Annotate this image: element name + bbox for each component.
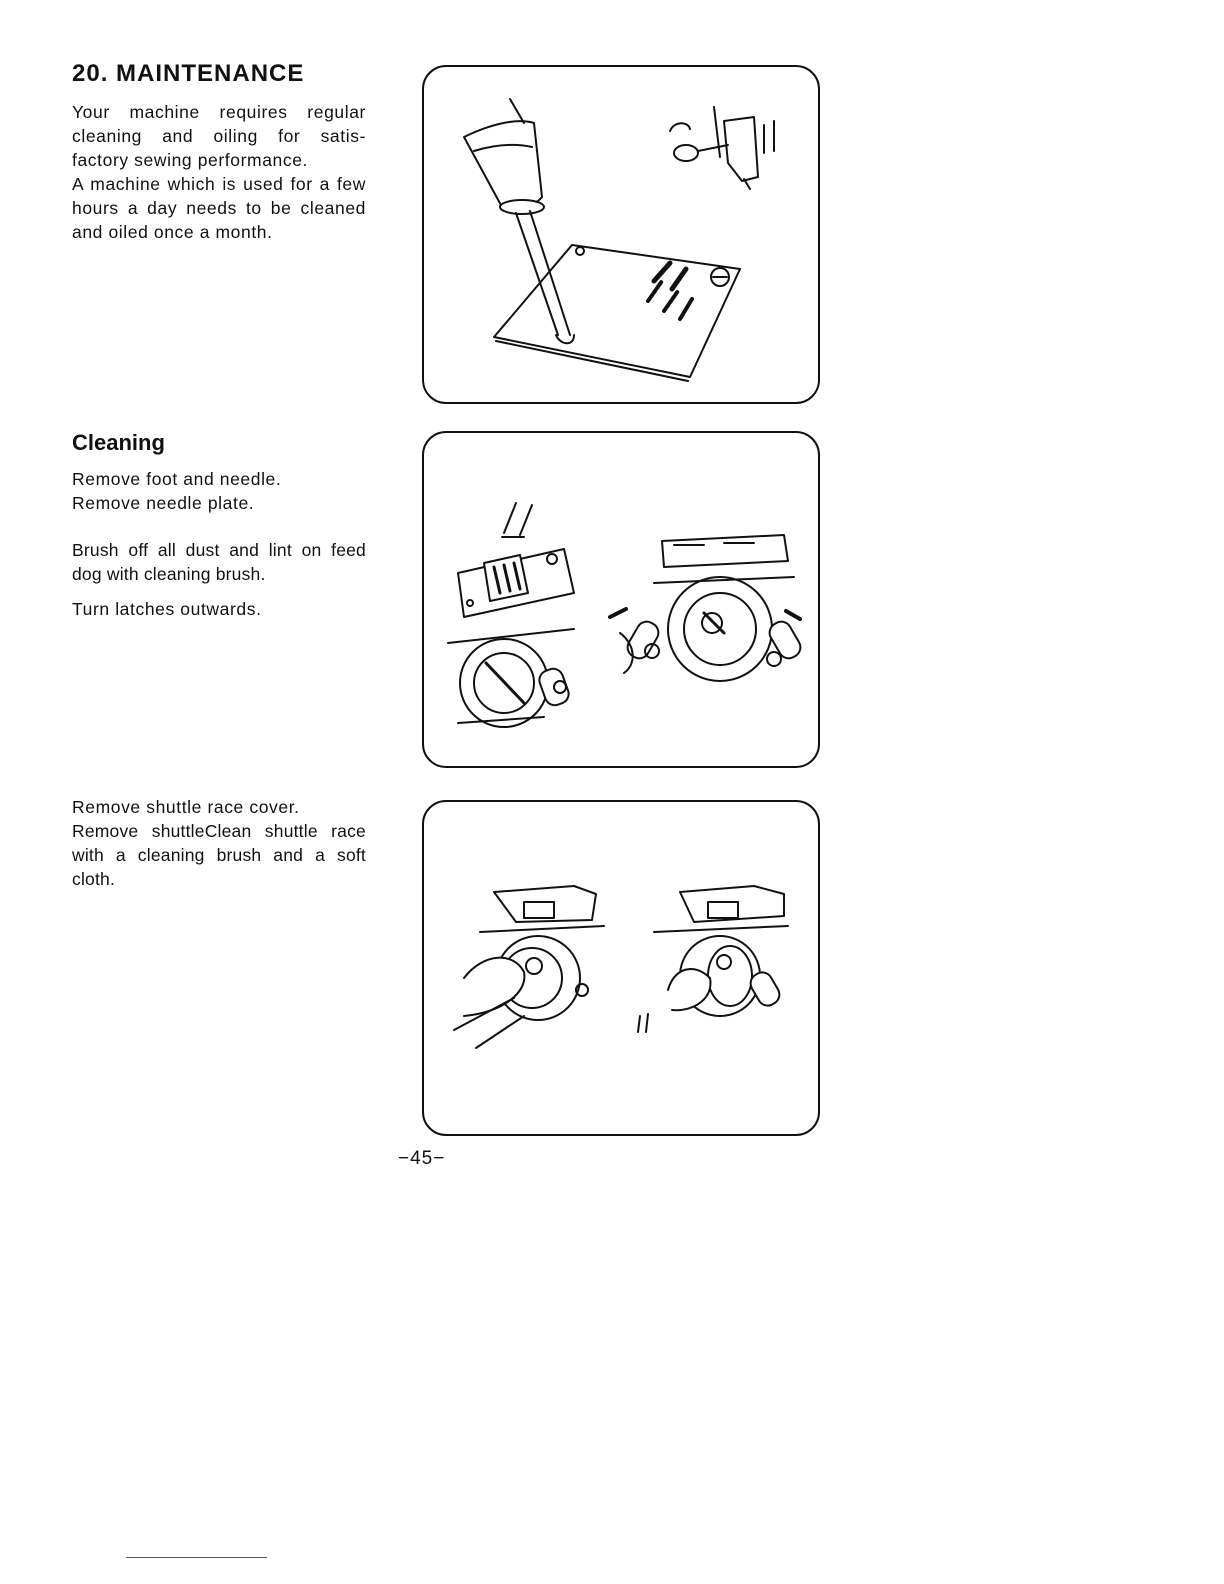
step-clean-race: Remove shuttleClean shuttle race with a cleaning brush and a soft cloth. bbox=[72, 821, 366, 889]
page-number: −45− bbox=[398, 1148, 446, 1169]
figure-frame-1 bbox=[422, 65, 820, 404]
step-turn-latches: Turn latches outwards. bbox=[72, 599, 262, 619]
step-remove-cover: Remove shuttle race cover. bbox=[72, 797, 300, 817]
intro-paragraph-1: Your machine requires regular cleaning and oiling for satis- factory sewing performance. bbox=[72, 102, 366, 170]
shuttle-removal-illustration bbox=[424, 802, 818, 1134]
cleaning-heading: Cleaning bbox=[72, 430, 165, 455]
step-remove-plate: Remove needle plate. bbox=[72, 493, 255, 513]
page-title: 20. MAINTENANCE bbox=[72, 60, 305, 87]
brush-and-latches-illustration bbox=[424, 433, 818, 766]
figure-frame-2 bbox=[422, 431, 820, 768]
figure-frame-3 bbox=[422, 800, 820, 1136]
footer-rule bbox=[126, 1557, 267, 1558]
screwdriver-needle-plate-illustration bbox=[424, 67, 818, 402]
intro-paragraph-2: A machine which is used for a few hours a day needs to be cleaned and oiled once a month. bbox=[72, 174, 366, 242]
step-brush-dust: Brush off all dust and lint on feed dog with cleaning brush. bbox=[72, 540, 366, 584]
step-remove-foot: Remove foot and needle. bbox=[72, 469, 282, 489]
